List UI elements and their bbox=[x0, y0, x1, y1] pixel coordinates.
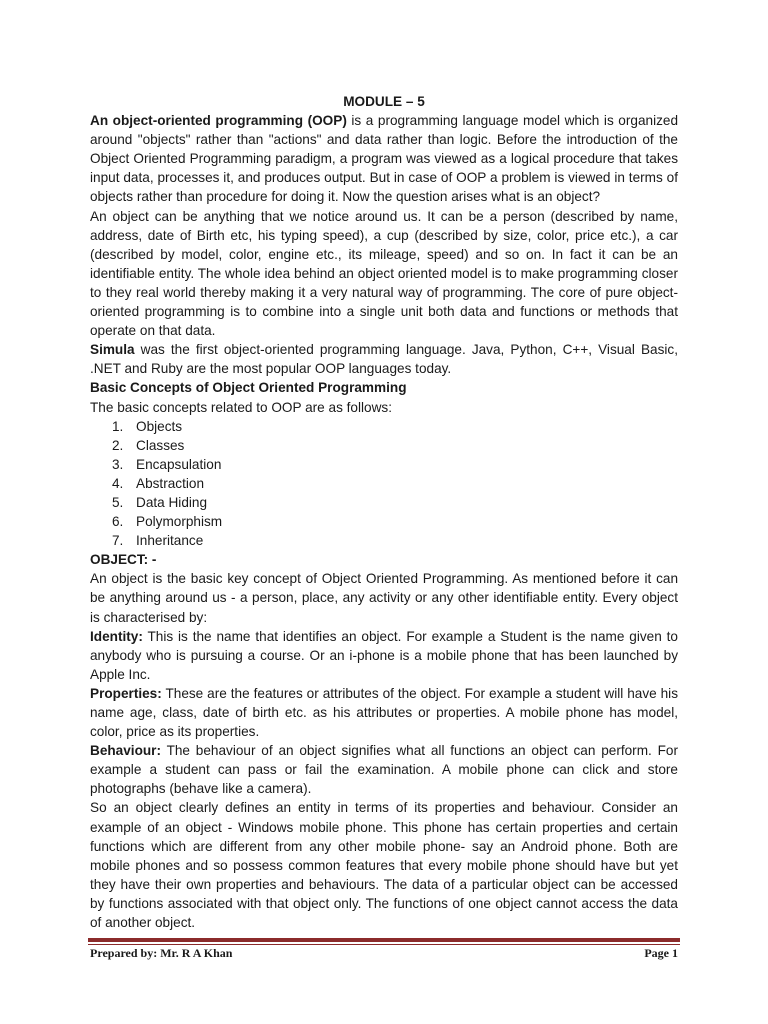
simula-paragraph bbox=[90, 340, 678, 378]
list-item: 4. Abstraction bbox=[112, 475, 205, 491]
footer-rule-thin bbox=[88, 944, 680, 945]
list-item: 7. Inheritance bbox=[112, 533, 204, 549]
identity-term: Identity: bbox=[90, 628, 143, 644]
concepts-list bbox=[90, 417, 678, 551]
object-intro: An object is the basic key concept of Object Oriented Programming. As mentioned before it can be anything around us - a person, place, any activity or any other identifiable entity. Every object is characterised by: bbox=[90, 571, 678, 625]
oop-term: An object-oriented programming (OOP) bbox=[90, 113, 347, 129]
footer-page-number: Page 1 bbox=[644, 946, 678, 960]
intro-text: is a programming language model which is organized around "objects" rather than "actions" and data rather than logic. Before the introduction of the Object Oriented Programming paradigm, a program was viewed as a logical procedure that takes input data, processes it, and produces output. But in case of OOP a problem is viewed in terms of objects rather than procedure for doing it. Now the question arises what is an object? bbox=[90, 113, 679, 205]
properties-term: Properties: bbox=[90, 685, 162, 701]
list-item: 6. Polymorphism bbox=[112, 514, 223, 530]
identity-paragraph: Identity: This is the name that identifies an object. For example a Student is the name given to anybody who is pursuing a course. Or an i-phone is a mobile phone that has been launched by Apple Inc. bbox=[90, 628, 678, 682]
list-item: 3. Encapsulation bbox=[112, 456, 222, 472]
footer-rule-thick bbox=[88, 938, 680, 942]
page-title: MODULE – 5 bbox=[343, 94, 425, 109]
intro-paragraph bbox=[90, 111, 678, 206]
properties-paragraph: Properties: These are the features or attributes of the object. For example a student will have his name age, class, date of birth etc. as his attributes or properties. A mobile phone has model, color, price as its properties. bbox=[90, 685, 678, 740]
simula-text: was the first object-oriented programming language. Java, Python, C++, Visual Basic, .NET and Ruby are the most popular OOP languages today. bbox=[90, 342, 678, 377]
basics-intro: The basic concepts related to OOP are as follows: bbox=[90, 399, 392, 415]
behaviour-paragraph: Behaviour: The behaviour of an object signifies what all functions an object can perform. For example a student can pass or fail the examination. A mobile phone can click and store photographs (behave like a camera). bbox=[90, 743, 678, 797]
document-page bbox=[90, 92, 678, 932]
list-item: 1. Objects bbox=[112, 418, 183, 434]
closing-paragraph: So an object clearly defines an entity in terms of its properties and behaviour. Consider an example of an object - Windows mobile phone. This phone has certain properties and certain functions which are different from any other mobile phone- say an Android phone. Both are mobile phones and so possess common features that every mobile phone should have but yet they have their own properties and behaviours. The data of a particular object can be accessed by functions associated with that object only. The functions of one object cannot access the data of another object. bbox=[90, 800, 678, 931]
object-description-paragraph: An object can be anything that we notice around us. It can be a person (described by name, address, date of Birth etc, his typing speed), a cup (described by size, color, price etc.), a car (described by model, color, engine etc., its mileage, speed) and so on. In fact it can be an identifiable entity. The whole idea behind an object oriented model is to make programming closer to they real world thereby making it a very natural way of programming. The core of pure object-oriented programming is to combine into a single unit both data and functions or methods that operate on that data. bbox=[90, 208, 678, 339]
simula-term: Simula bbox=[90, 342, 135, 358]
list-item: 2. Classes bbox=[112, 437, 185, 453]
page-footer bbox=[90, 946, 678, 961]
list-item: 5. Data Hiding bbox=[112, 494, 208, 510]
basics-heading: Basic Concepts of Object Oriented Programming bbox=[90, 380, 407, 396]
footer-author: Prepared by: Mr. R A Khan bbox=[90, 946, 233, 960]
behaviour-term: Behaviour: bbox=[90, 743, 162, 759]
object-heading: OBJECT: - bbox=[90, 552, 157, 568]
